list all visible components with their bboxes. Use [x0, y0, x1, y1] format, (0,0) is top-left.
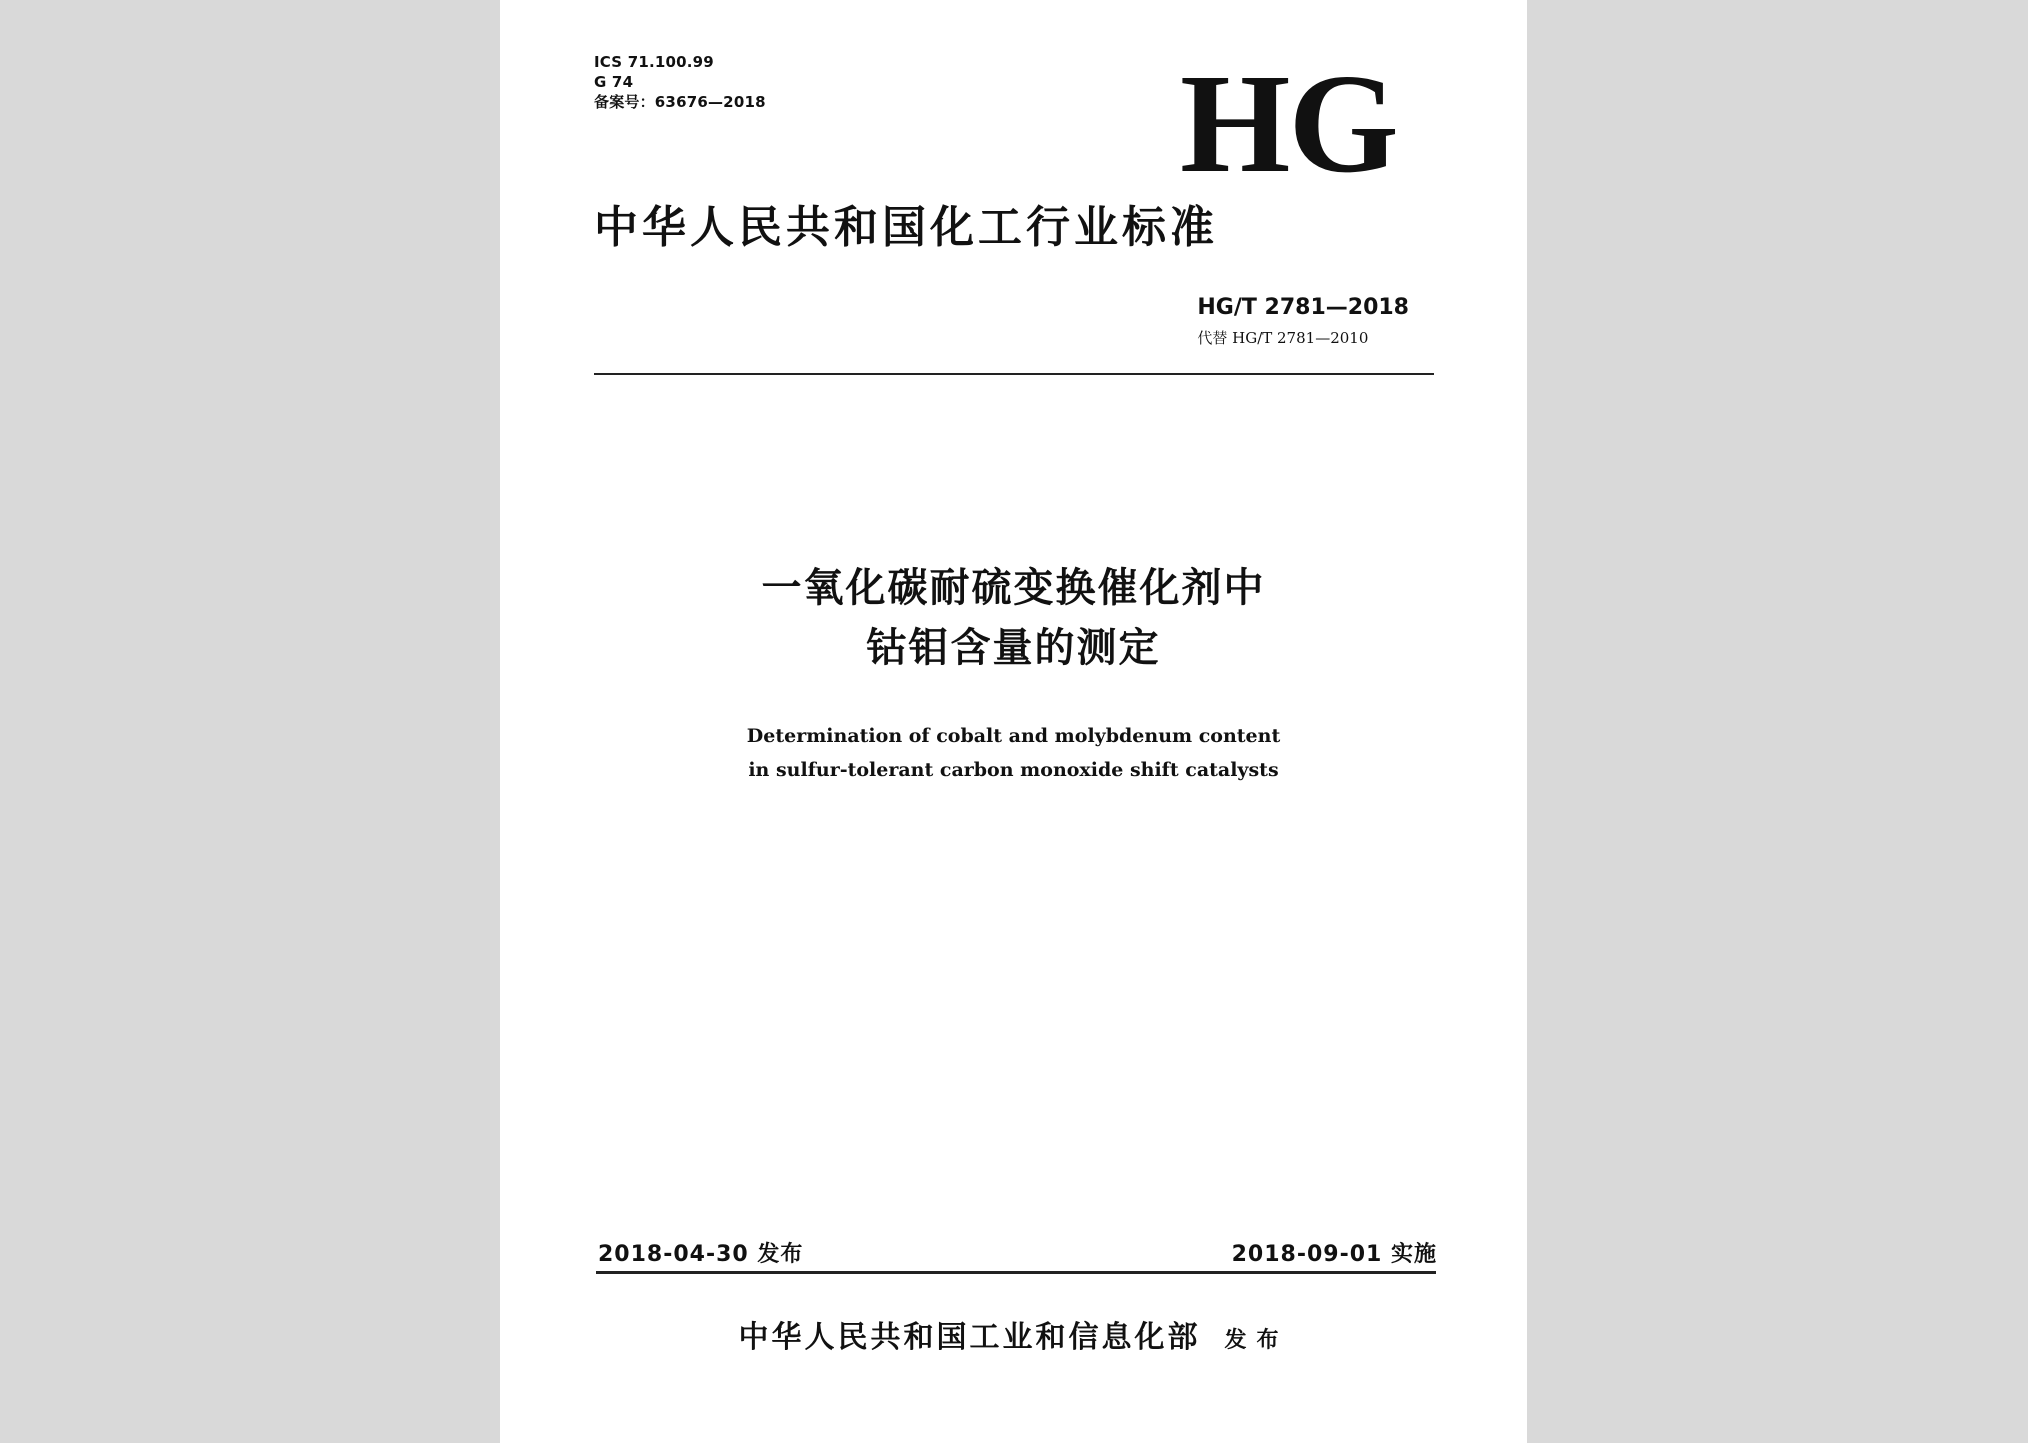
standard-code-block	[1197, 294, 1409, 350]
footer-divider	[596, 1271, 1436, 1274]
implementation-date: 2018-09-01 实施	[1231, 1242, 1437, 1267]
issuer-action: 发布	[1224, 1328, 1289, 1353]
classification-info	[594, 52, 766, 112]
english-title-line-2: in sulfur-tolerant carbon monoxide shift catalysts	[748, 759, 1279, 781]
english-title	[500, 719, 1527, 787]
header-divider	[594, 373, 1434, 375]
document-title-line-2: 钴钼含量的测定	[866, 625, 1161, 671]
standard-cover-page	[500, 0, 1527, 1443]
document-title	[500, 558, 1527, 678]
english-title-line-1: Determination of cobalt and molybdenum content	[746, 725, 1281, 747]
ccs-code: G 74	[594, 73, 634, 91]
ics-code: ICS 71.100.99	[594, 53, 714, 71]
document-title-line-1: 一氧化碳耐硫变换催化剂中	[761, 565, 1266, 611]
issuer-name: 中华人民共和国工业和信息化部	[738, 1320, 1201, 1355]
issuer-line	[500, 1318, 1527, 1361]
standard-category-title: 中华人民共和国化工行业标准	[594, 202, 1218, 253]
replaces-standard: 代替 HG/T 2781—2010	[1197, 329, 1369, 347]
hg-logo: HG	[1180, 44, 1397, 202]
filing-number: 备案号：63676—2018	[594, 93, 766, 111]
issue-date: 2018-04-30 发布	[598, 1242, 804, 1267]
standard-code: HG/T 2781—2018	[1197, 295, 1409, 320]
